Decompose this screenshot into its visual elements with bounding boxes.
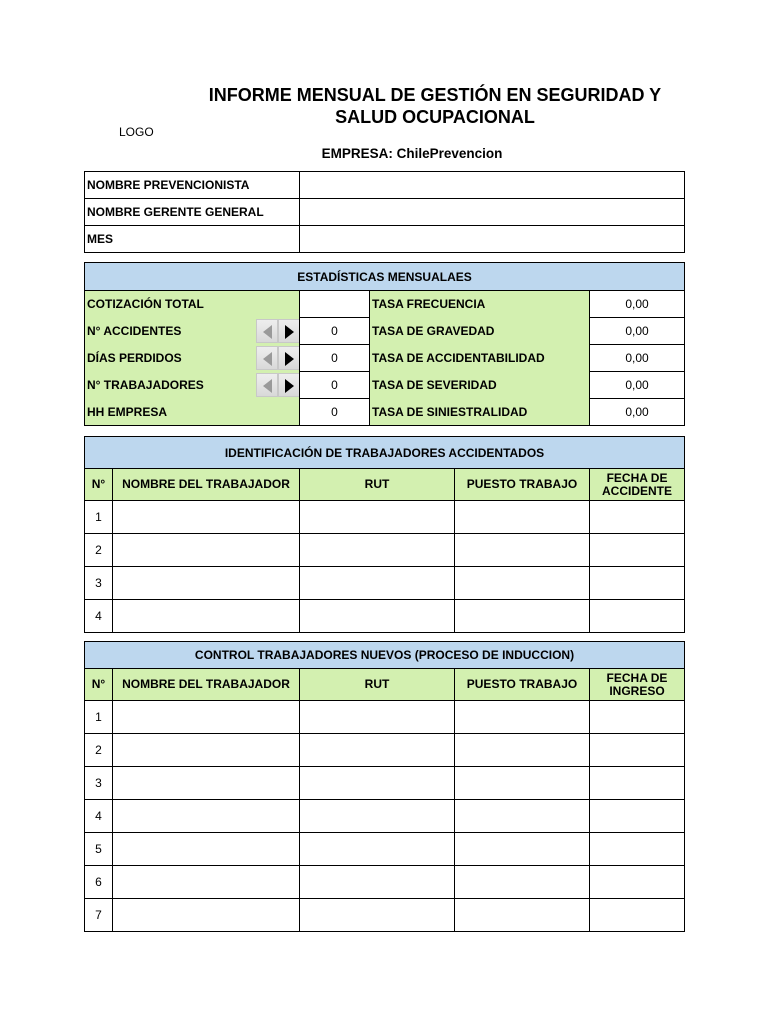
cell[interactable] xyxy=(113,767,300,800)
increment-arrow-icon[interactable] xyxy=(278,319,300,343)
cell[interactable] xyxy=(300,501,455,534)
cell[interactable] xyxy=(455,866,590,899)
cell[interactable] xyxy=(300,701,455,734)
table-row xyxy=(85,734,685,767)
rate-value: 0,00 xyxy=(590,399,685,426)
col-header: NOMBRE DEL TRABAJADOR xyxy=(113,669,300,701)
stat-label: N° ACCIDENTES xyxy=(87,324,182,338)
cell[interactable] xyxy=(455,534,590,567)
accidentados-table xyxy=(84,436,685,633)
empresa-label: EMPRESA: ChilePrevencion xyxy=(321,146,503,161)
col-header: FECHA DE INGRESO xyxy=(590,669,685,701)
cell[interactable] xyxy=(113,734,300,767)
cell[interactable] xyxy=(113,899,300,932)
cell[interactable] xyxy=(113,866,300,899)
cell[interactable] xyxy=(300,800,455,833)
stat-label: HH EMPRESA xyxy=(85,399,300,426)
col-header: NOMBRE DEL TRABAJADOR xyxy=(113,469,300,501)
table-row xyxy=(85,767,685,800)
increment-arrow-icon[interactable] xyxy=(278,373,300,397)
cell[interactable] xyxy=(455,501,590,534)
prevencionista-field[interactable] xyxy=(300,172,685,199)
cell[interactable] xyxy=(113,833,300,866)
cell[interactable] xyxy=(113,534,300,567)
decrement-arrow-icon[interactable] xyxy=(256,373,278,397)
cell[interactable] xyxy=(300,767,455,800)
gerente-field[interactable] xyxy=(300,199,685,226)
rate-value: 0,00 xyxy=(590,318,685,345)
prevencionista-label: NOMBRE PREVENCIONISTA xyxy=(85,172,300,199)
row-number: 7 xyxy=(85,899,113,932)
rate-value: 0,00 xyxy=(590,345,685,372)
cell[interactable] xyxy=(455,734,590,767)
stats-title: ESTADÍSTICAS MENSUALAES xyxy=(85,263,685,291)
row-number: 2 xyxy=(85,534,113,567)
table-row xyxy=(85,701,685,734)
cell[interactable] xyxy=(300,600,455,633)
stat-value[interactable]: 0 xyxy=(300,399,370,426)
cell[interactable] xyxy=(455,567,590,600)
cell[interactable] xyxy=(590,899,685,932)
rate-label: TASA FRECUENCIA xyxy=(370,291,590,318)
row-number: 1 xyxy=(85,501,113,534)
table-row xyxy=(85,567,685,600)
cell[interactable] xyxy=(455,899,590,932)
accidentados-title: IDENTIFICACIÓN DE TRABAJADORES ACCIDENTADOS xyxy=(85,437,685,469)
table-row xyxy=(85,600,685,633)
stat-value[interactable]: 0 xyxy=(300,372,370,399)
cell[interactable] xyxy=(300,866,455,899)
row-number: 3 xyxy=(85,767,113,800)
stat-value[interactable] xyxy=(300,291,370,318)
mes-field[interactable] xyxy=(300,226,685,253)
rate-label: TASA DE GRAVEDAD xyxy=(370,318,590,345)
rate-label: TASA DE SEVERIDAD xyxy=(370,372,590,399)
cell[interactable] xyxy=(590,800,685,833)
cell[interactable] xyxy=(590,833,685,866)
row-number: 1 xyxy=(85,701,113,734)
col-header: RUT xyxy=(300,469,455,501)
cell[interactable] xyxy=(590,534,685,567)
info-table xyxy=(84,171,685,253)
cell[interactable] xyxy=(113,600,300,633)
report-title: INFORME MENSUAL DE GESTIÓN EN SEGURIDAD Y SALUD OCUPACIONAL xyxy=(208,85,662,127)
cell[interactable] xyxy=(113,501,300,534)
col-header: N° xyxy=(85,669,113,701)
decrement-arrow-icon[interactable] xyxy=(256,346,278,370)
cell[interactable] xyxy=(300,833,455,866)
cell[interactable] xyxy=(455,600,590,633)
accidentes-stepper[interactable] xyxy=(256,319,300,343)
col-header: PUESTO TRABAJO xyxy=(455,469,590,501)
cell[interactable] xyxy=(455,701,590,734)
cell[interactable] xyxy=(455,767,590,800)
rate-label: TASA DE SINIESTRALIDAD xyxy=(370,399,590,426)
stat-value[interactable]: 0 xyxy=(300,318,370,345)
stat-label: DÍAS PERDIDOS xyxy=(87,351,182,365)
cell[interactable] xyxy=(590,866,685,899)
table-row xyxy=(85,800,685,833)
decrement-arrow-icon[interactable] xyxy=(256,319,278,343)
cell[interactable] xyxy=(590,767,685,800)
trabajadores-stepper[interactable] xyxy=(256,373,300,397)
row-number: 6 xyxy=(85,866,113,899)
cell[interactable] xyxy=(300,534,455,567)
cell[interactable] xyxy=(590,600,685,633)
cell[interactable] xyxy=(590,734,685,767)
rate-value: 0,00 xyxy=(590,291,685,318)
stats-table xyxy=(84,262,685,426)
table-row xyxy=(85,866,685,899)
rate-value: 0,00 xyxy=(590,372,685,399)
row-number: 5 xyxy=(85,833,113,866)
row-number: 4 xyxy=(85,800,113,833)
col-header: RUT xyxy=(300,669,455,701)
cell[interactable] xyxy=(113,701,300,734)
stat-label: COTIZACIÓN TOTAL xyxy=(85,291,300,318)
cell[interactable] xyxy=(455,800,590,833)
col-header: FECHA DE ACCIDENTE xyxy=(590,469,685,501)
cell[interactable] xyxy=(113,800,300,833)
rate-label: TASA DE ACCIDENTABILIDAD xyxy=(370,345,590,372)
mes-label: MES xyxy=(85,226,300,253)
cell[interactable] xyxy=(590,567,685,600)
cell[interactable] xyxy=(590,701,685,734)
nuevos-table xyxy=(84,641,685,932)
row-number: 2 xyxy=(85,734,113,767)
table-row xyxy=(85,534,685,567)
logo-placeholder: LOGO xyxy=(119,125,154,139)
row-number: 4 xyxy=(85,600,113,633)
cell[interactable] xyxy=(113,567,300,600)
gerente-label: NOMBRE GERENTE GENERAL xyxy=(85,199,300,226)
col-header: PUESTO TRABAJO xyxy=(455,669,590,701)
cell[interactable] xyxy=(300,899,455,932)
dias-perdidos-stepper[interactable] xyxy=(256,346,300,370)
nuevos-title: CONTROL TRABAJADORES NUEVOS (PROCESO DE INDUCCION) xyxy=(85,642,685,669)
col-header: N° xyxy=(85,469,113,501)
table-row xyxy=(85,899,685,932)
row-number: 3 xyxy=(85,567,113,600)
cell[interactable] xyxy=(590,501,685,534)
increment-arrow-icon[interactable] xyxy=(278,346,300,370)
cell[interactable] xyxy=(300,567,455,600)
stat-value[interactable]: 0 xyxy=(300,345,370,372)
cell[interactable] xyxy=(455,833,590,866)
table-row xyxy=(85,833,685,866)
stat-label: N° TRABAJADORES xyxy=(87,378,204,392)
table-row xyxy=(85,501,685,534)
cell[interactable] xyxy=(300,734,455,767)
